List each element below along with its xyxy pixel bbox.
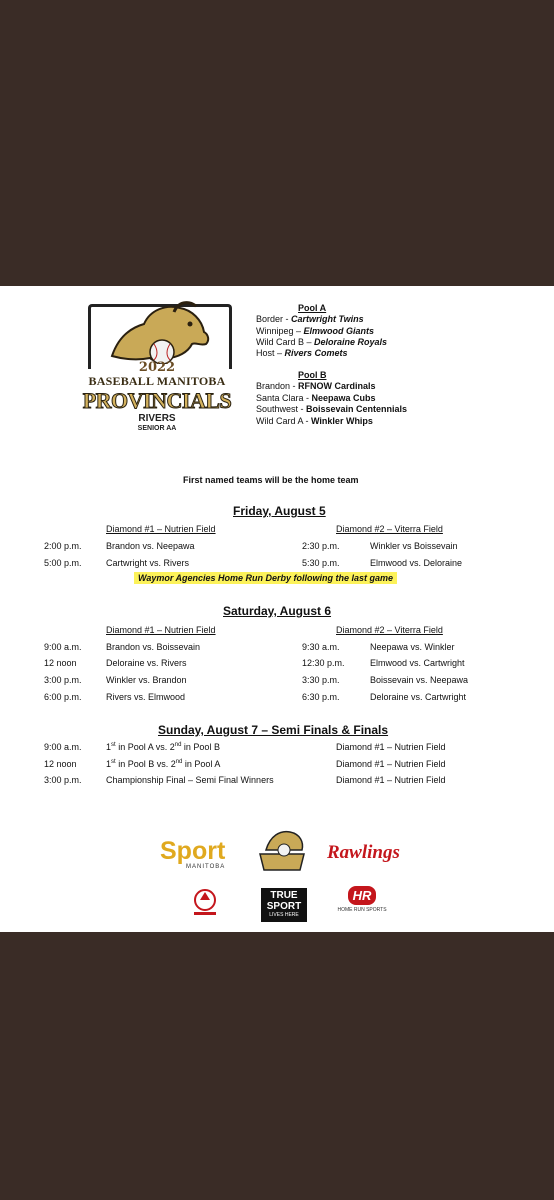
pool-a-title: Pool A: [298, 303, 327, 313]
true-sport-logo: [261, 888, 307, 922]
game-matchup: Championship Final – Semi Final Winners: [106, 775, 274, 785]
matchup-text: in Pool A vs. 2: [115, 742, 175, 752]
game-field: Diamond #1 – Nutrien Field: [336, 742, 446, 752]
matchup-text: in Pool A: [182, 759, 221, 769]
ordinal-suffix: nd: [175, 759, 183, 765]
saturday-diamond-2-head: Diamond #2 – Viterra Field: [336, 625, 443, 635]
logo-year: 2022: [138, 360, 176, 375]
pool-line-prefix: Wild Card B –: [256, 337, 315, 347]
pool-line-team: Boissevain Centennials: [306, 404, 408, 414]
logo-banner: PROVINCIALS: [82, 388, 232, 413]
game-matchup: Winkler vs Boissevain: [370, 541, 458, 551]
game-matchup: [106, 742, 220, 752]
pool-line-team: RFNOW Cardinals: [298, 381, 376, 391]
pool-line-prefix: Brandon -: [256, 381, 299, 391]
game-time: 6:00 p.m.: [44, 692, 82, 702]
sport-wordmark: Sport: [160, 837, 226, 865]
pool-line-team: Winkler Whips: [311, 416, 373, 426]
game-matchup: Neepawa vs. Winkler: [370, 642, 455, 652]
friday-diamond-2-head: Diamond #2 – Viterra Field: [336, 524, 443, 534]
ordinal-suffix: st: [111, 742, 116, 748]
schedule-sheet: [0, 286, 554, 932]
game-time: 12 noon: [44, 658, 77, 668]
game-matchup: Brandon vs. Boissevain: [106, 642, 201, 652]
game-time: 3:00 p.m.: [44, 675, 82, 685]
pool-a-line: [256, 348, 348, 358]
game-matchup: Elmwood vs. Deloraine: [370, 558, 463, 568]
game-matchup: Deloraine vs. Rivers: [106, 658, 187, 668]
pool-a-line: [256, 337, 387, 347]
pool-line-prefix: Santa Clara -: [256, 393, 312, 403]
game-time: 2:00 p.m.: [44, 541, 82, 551]
home-team-note: First named teams will be the home team: [183, 475, 359, 485]
logo-org: BASEBALL MANITOBA: [88, 374, 226, 388]
pool-line-team: Elmwood Giants: [303, 326, 375, 336]
provincials-logo: [82, 296, 232, 436]
ordinal-suffix: st: [111, 759, 116, 765]
game-field: Diamond #1 – Nutrien Field: [336, 775, 446, 785]
game-matchup: Cartwright vs. Rivers: [106, 558, 190, 568]
bison-icon: [104, 298, 216, 364]
pool-line-team: Neepawa Cubs: [311, 393, 376, 403]
pool-line-team: Rivers Comets: [284, 348, 348, 358]
game-time: 6:30 p.m.: [302, 692, 340, 702]
pool-line-prefix: Host –: [256, 348, 285, 358]
game-time: 12:30 p.m.: [302, 658, 345, 668]
game-time: 5:30 p.m.: [302, 558, 340, 568]
pool-a-line: [256, 314, 364, 324]
home-run-derby-note: Waymor Agencies Home Run Derby following the last game: [134, 572, 397, 584]
game-matchup: [106, 759, 220, 769]
game-matchup: Winkler vs. Brandon: [106, 675, 187, 685]
home-run-sports-wordmark: HOME RUN SPORTS: [337, 907, 387, 913]
game-matchup: Deloraine vs. Cartwright: [370, 692, 467, 702]
pool-b-line: [256, 416, 373, 426]
game-time: 3:00 p.m.: [44, 775, 82, 785]
rawlings-logo: Rawlings: [327, 842, 400, 863]
game-time: 5:00 p.m.: [44, 558, 82, 568]
matchup-text: in Pool B: [181, 742, 220, 752]
manitoba-wordmark: MANITOBA: [186, 864, 226, 870]
pool-line-prefix: Southwest -: [256, 404, 307, 414]
friday-title: Friday, August 5: [233, 504, 326, 518]
game-time: 9:30 a.m.: [302, 642, 340, 652]
lives-here-wordmark: LIVES HERE: [269, 912, 299, 918]
sport-wordmark: SPORT: [266, 901, 302, 912]
game-time: 3:30 p.m.: [302, 675, 340, 685]
baseball-canada-logo: [188, 886, 222, 918]
saturday-title: Saturday, August 6: [223, 604, 332, 618]
game-time: 2:30 p.m.: [302, 541, 340, 551]
home-run-sports-logo: [336, 886, 388, 922]
pool-line-prefix: Wild Card A -: [256, 416, 312, 426]
seed-number: 1: [106, 759, 112, 769]
provincials-mini-logo: [254, 820, 310, 874]
matchup-text: in Pool B vs. 2: [115, 759, 176, 769]
pool-b-line: [256, 404, 407, 414]
sunday-title: Sunday, August 7 – Semi Finals & Finals: [158, 723, 389, 737]
game-matchup: Rivers vs. Elmwood: [106, 692, 186, 702]
game-matchup: Brandon vs. Neepawa: [106, 541, 195, 551]
game-time: 9:00 a.m.: [44, 642, 82, 652]
logo-host: RIVERS: [138, 413, 176, 424]
pool-line-team: Cartwright Twins: [291, 314, 364, 324]
hr-wordmark: HR: [348, 886, 377, 905]
pool-line-prefix: Border -: [256, 314, 292, 324]
pool-line-prefix: Winnipeg –: [256, 326, 304, 336]
sport-manitoba-logo: [160, 838, 225, 870]
pool-b-line: [256, 381, 376, 391]
pool-a-line: [256, 326, 374, 336]
pool-line-team: Deloraine Royals: [314, 337, 388, 347]
game-time: 9:00 a.m.: [44, 742, 82, 752]
seed-number: 1: [106, 742, 112, 752]
logo-level: SENIOR AA: [137, 425, 177, 432]
saturday-diamond-1-head: Diamond #1 – Nutrien Field: [106, 625, 216, 635]
pool-b-title: Pool B: [298, 370, 327, 380]
ordinal-suffix: nd: [174, 742, 182, 748]
true-wordmark: TRUE: [270, 890, 298, 901]
game-matchup: Elmwood vs. Cartwright: [370, 658, 465, 668]
game-time: 12 noon: [44, 759, 77, 769]
game-field: Diamond #1 – Nutrien Field: [336, 759, 446, 769]
game-matchup: Boissevain vs. Neepawa: [370, 675, 469, 685]
pool-b-line: [256, 393, 376, 403]
friday-diamond-1-head: Diamond #1 – Nutrien Field: [106, 524, 216, 534]
